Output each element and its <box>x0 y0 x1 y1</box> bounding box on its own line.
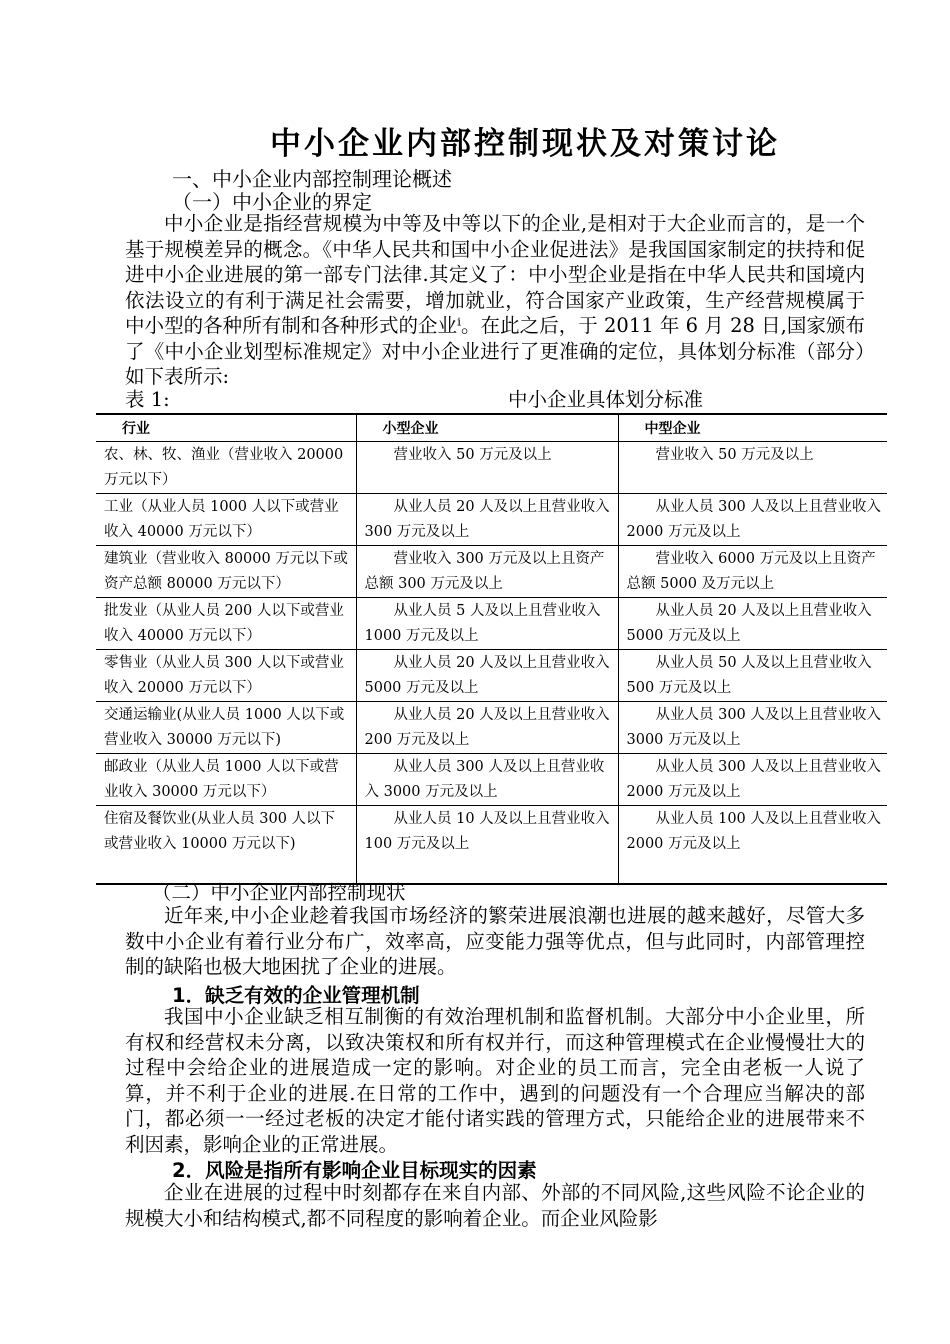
cell-medium: 从业人员 50 人及以上且营业收入 500 万元及以上 <box>618 650 887 702</box>
table-row <box>96 598 887 650</box>
cell-small: 营业收入 50 万元及以上 <box>356 442 618 494</box>
header-industry: 行业 <box>96 414 356 442</box>
cell-industry: 批发业（从业人员 200 人以下或营业收入 40000 万元以下） <box>96 598 356 650</box>
section-2-paragraph: 近年来,中小企业趁着我国市场经济的繁荣进展浪潮也进展的越来越好，尽管大多数中小企业有着行业分布广，效率高，应变能力强等优点，但与此同时，内部管理控制的缺陷也极大地困扰了企业的进展。 <box>125 904 865 978</box>
header-small: 小型企业 <box>356 414 618 442</box>
cell-small: 从业人员 5 人及以上且营业收入 1000 万元及以上 <box>356 598 618 650</box>
section-1-paragraph: 中小企业是指经营规模为中等及中等以下的企业,是相对于大企业而言的，是一个基于规模差异的概念。《中华人民共和国中小企业促进法》是我国国家制定的扶持和促进中小企业进展的第一部专门法律.其定义了：中小型企业是指在中华人民共和国境内依法设立的有利于满足社会需要，增加就业，符合国家产业政策，生产经营规模属于中小型的各种所有制和各种形式的企业ⁱ。在此之后，于 2011 年 6 月 28 日,国家颁布了《中小企业划型标准规定》对中小企业进行了更准确的定位，具体划分标准（部分）如下表所示: <box>125 212 865 388</box>
table-header-row <box>96 414 887 442</box>
cell-small: 从业人员 20 人及以上且营业收入 300 万元及以上 <box>356 494 618 546</box>
cell-industry: 邮政业（从业人员 1000 人以下或营业收入 30000 万元以下） <box>96 754 356 806</box>
section-1-subheading: （一）中小企业的界定 <box>172 190 372 214</box>
cell-small: 从业人员 300 人及以上且营业收入 3000 万元及以上 <box>356 754 618 806</box>
cell-industry: 农、林、牧、渔业（营业收入 20000 万元以下） <box>96 442 356 494</box>
cell-industry: 建筑业（营业收入 80000 万元以下或资产总额 80000 万元以下） <box>96 546 356 598</box>
table-row <box>96 702 887 754</box>
cell-medium: 从业人员 300 人及以上且营业收入 3000 万元及以上 <box>618 702 887 754</box>
table-row <box>96 546 887 598</box>
table-row <box>96 650 887 702</box>
section-2-heading: （二）中小企业内部控制现状 <box>152 881 406 904</box>
cell-industry: 交通运输业(从业人员 1000 人以下或营业收入 30000 万元以下) <box>96 702 356 754</box>
table-row <box>96 754 887 806</box>
header-medium: 中型企业 <box>618 414 887 442</box>
cell-industry: 工业（从业人员 1000 人以下或营业收入 40000 万元以下） <box>96 494 356 546</box>
cell-small: 从业人员 20 人及以上且营业收入 200 万元及以上 <box>356 702 618 754</box>
cell-small: 从业人员 10 人及以上且营业收入 100 万元及以上 <box>356 806 618 885</box>
cell-medium: 从业人员 300 人及以上且营业收入 2000 万元及以上 <box>618 494 887 546</box>
section-1-heading: 一、中小企业内部控制理论概述 <box>172 167 452 191</box>
cell-industry: 住宿及餐饮业(从业人员 300 人以下或营业收入 10000 万元以下) <box>96 806 356 885</box>
cell-medium: 从业人员 20 人及以上且营业收入 5000 万元及以上 <box>618 598 887 650</box>
table-label: 表 1: <box>125 388 170 411</box>
cell-medium: 从业人员 100 人及以上且营业收入 2000 万元及以上 <box>618 806 887 885</box>
cell-industry: 零售业（从业人员 300 人以下或营业收入 20000 万元以下） <box>96 650 356 702</box>
document-title: 中小企业内部控制现状及对策讨论 <box>270 126 780 162</box>
cell-small: 营业收入 300 万元及以上且资产总额 300 万元及以上 <box>356 546 618 598</box>
cell-medium: 营业收入 6000 万元及以上且资产总额 5000 及万元以上 <box>618 546 887 598</box>
table-row <box>96 442 887 494</box>
table-caption: 中小企业具体划分标准 <box>508 388 704 411</box>
point-2-paragraph: 企业在进展的过程中时刻都存在来自内部、外部的不同风险,这些风险不论企业的规模大小和结构模式,都不同程度的影响着企业。而企业风险影 <box>125 1181 865 1230</box>
point-1-heading: 1．缺乏有效的企业管理机制 <box>172 984 420 1007</box>
point-2-heading: 2．风险是指所有影响企业目标现实的因素 <box>172 1159 537 1182</box>
cell-small: 从业人员 20 人及以上且营业收入 5000 万元及以上 <box>356 650 618 702</box>
cell-medium: 营业收入 50 万元及以上 <box>618 442 887 494</box>
classification-table <box>96 413 887 885</box>
cell-medium: 从业人员 300 人及以上且营业收入 2000 万元及以上 <box>618 754 887 806</box>
point-1-paragraph: 我国中小企业缺乏相互制衡的有效治理机制和监督机制。大部分中小企业里，所有权和经营权未分离，以致决策权和所有权并行，而这种管理模式在企业慢慢壮大的过程中会给企业的进展造成一定的影响。对企业的员工而言，完全由老板一人说了算，并不利于企业的进展.在日常的工作中，遇到的问题没有一个合理应当解决的部门，都必须一一经过老板的决定才能付诸实践的管理方式，只能给企业的进展带来不利因素，影响企业的正常进展。 <box>125 1005 865 1156</box>
table-row <box>96 494 887 546</box>
table-row <box>96 806 887 885</box>
